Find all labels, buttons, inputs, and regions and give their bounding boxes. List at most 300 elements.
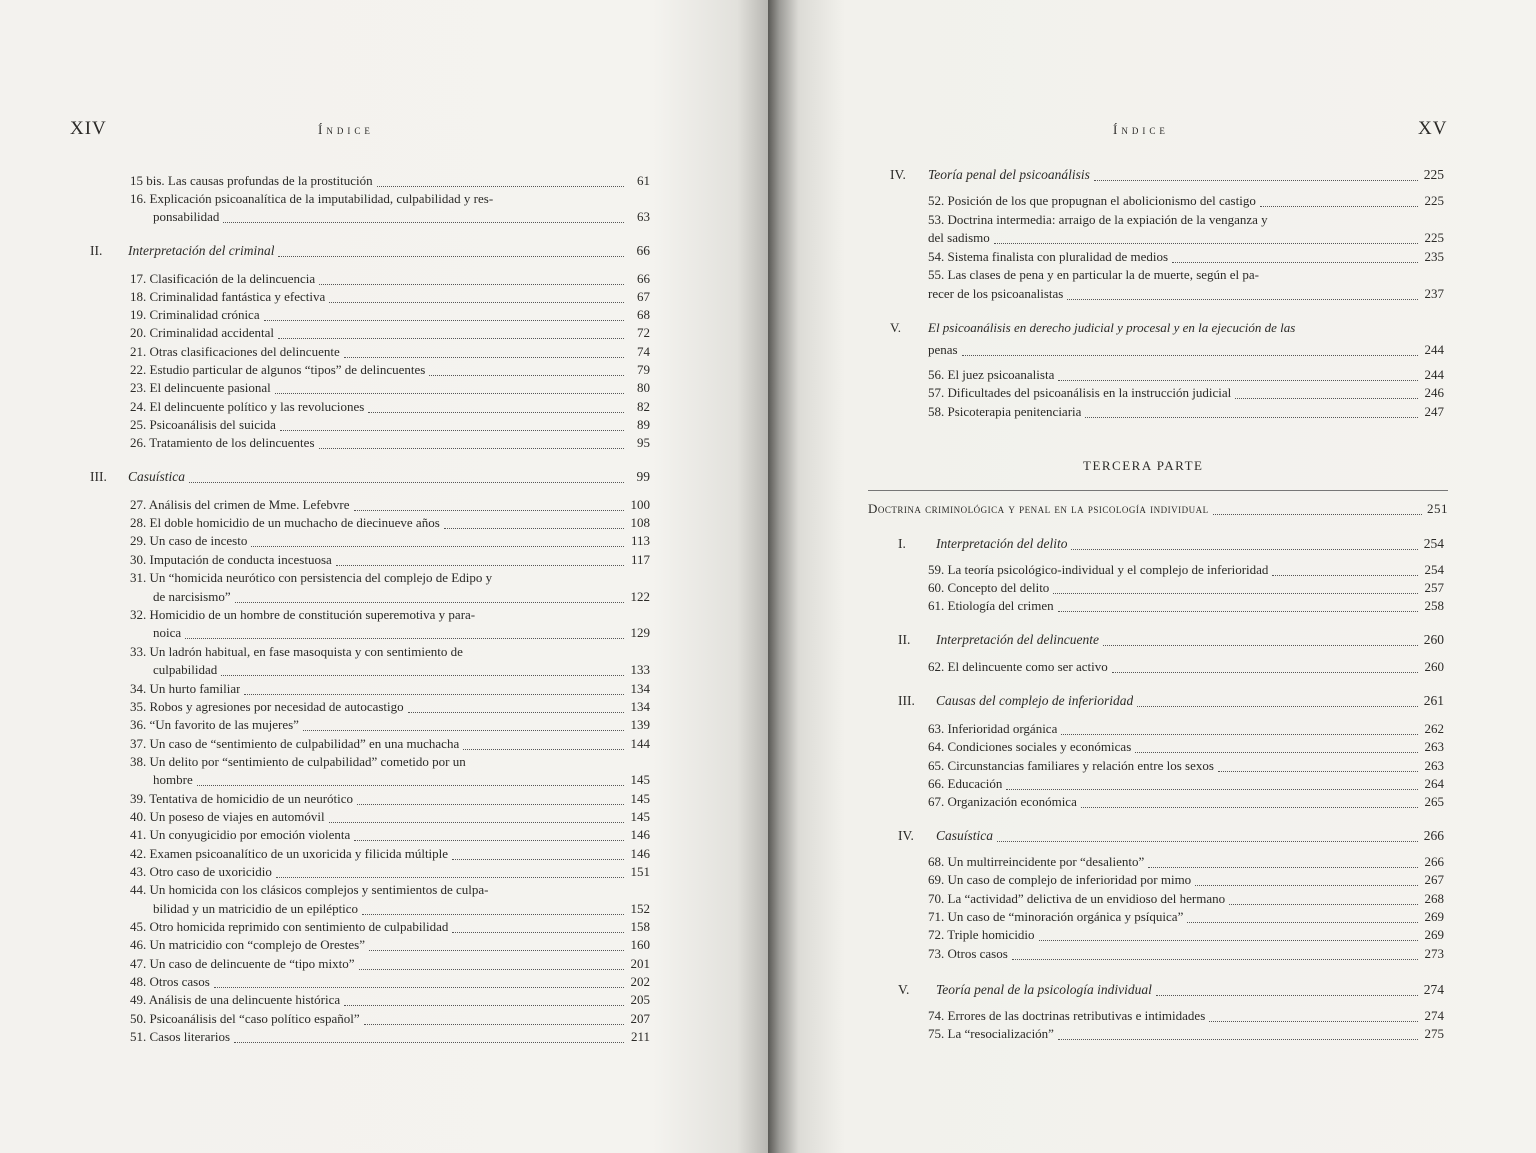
- section-label: [90, 468, 185, 486]
- toc-entry: [130, 735, 650, 753]
- toc-entry: [130, 343, 650, 361]
- toc-entry: [130, 991, 650, 1009]
- page-ref: 251: [1427, 501, 1448, 516]
- leader-dots: [329, 301, 624, 303]
- leader-dots: [244, 693, 624, 695]
- entry-label: 70. La “actividad” delictiva de un envidioso del hermano: [928, 891, 1226, 906]
- toc-entry: [130, 288, 650, 306]
- toc-entry: [130, 361, 650, 379]
- page-ref: 129: [630, 625, 650, 640]
- entry-label: 42. Examen psicoanalítico de un uxoricida y filicida múltiple: [130, 846, 449, 861]
- section-label: [898, 827, 993, 845]
- entry-label: 32. Homicidio de un hombre de constitución superemotiva y para-: [130, 607, 476, 622]
- toc-entry: [928, 945, 1444, 963]
- leader-dots: [1135, 751, 1418, 753]
- entry-label: penas: [928, 342, 958, 357]
- section-title: Interpretación del delito: [936, 536, 1068, 551]
- entry-label: 34. Un hurto familiar: [130, 681, 241, 696]
- leader-dots: [276, 876, 624, 878]
- leader-dots: [1071, 548, 1418, 550]
- leader-dots: [1058, 610, 1418, 612]
- entry-label: 41. Un conyugicidio por emoción violenta: [130, 827, 351, 842]
- entry-label: 64. Condiciones sociales y económicas: [928, 739, 1132, 754]
- toc-entry: [928, 579, 1444, 597]
- leader-dots: [377, 185, 624, 187]
- toc-entry: [130, 569, 492, 587]
- entry-label: 50. Psicoanálisis del “caso político español”: [130, 1011, 360, 1026]
- leader-dots: [364, 1023, 624, 1025]
- page-ref: 257: [1424, 580, 1444, 595]
- toc-entry: [928, 926, 1444, 944]
- toc-section: [890, 166, 1444, 184]
- toc-entry: [130, 863, 650, 881]
- toc-entry: [130, 790, 650, 808]
- entry-label: culpabilidad: [153, 662, 218, 677]
- entry-label: 46. Un matricidio con “complejo de Orestes”: [130, 937, 366, 952]
- leader-dots: [235, 601, 624, 603]
- entry-label: 72. Triple homicidio: [928, 927, 1035, 942]
- toc-entry: [130, 808, 650, 826]
- leader-dots: [369, 949, 624, 951]
- page-ref: 61: [637, 173, 650, 188]
- toc-entry: [130, 918, 650, 936]
- entry-label: 40. Un poseso de viajes en automóvil: [130, 809, 325, 824]
- toc-entry: [153, 661, 650, 679]
- leader-dots: [1081, 806, 1418, 808]
- toc-entry: [130, 190, 493, 208]
- page-ref: 117: [630, 552, 650, 567]
- section-label: [90, 242, 274, 260]
- toc-section: [898, 692, 1444, 710]
- toc-entry: [130, 398, 650, 416]
- leader-dots: [197, 784, 624, 786]
- toc-entry: [153, 588, 650, 606]
- toc-section: [898, 631, 1444, 649]
- entry-label: 17. Clasificación de la delincuencia: [130, 271, 316, 286]
- toc-entry: [130, 532, 650, 550]
- page-ref: 108: [630, 515, 650, 530]
- leader-dots: [463, 748, 624, 750]
- entry-label: 33. Un ladrón habitual, en fase masoquista y con sentimiento de: [130, 644, 463, 659]
- section-label: [890, 320, 1295, 335]
- entry-label: 15 bis. Las causas profundas de la prostitución: [130, 173, 373, 188]
- leader-dots: [1085, 416, 1418, 418]
- page-ref: 145: [630, 791, 650, 806]
- leader-dots: [319, 283, 624, 285]
- section-title: Casuística: [936, 828, 994, 843]
- toc-entry: [928, 793, 1444, 811]
- leader-dots: [1137, 705, 1418, 707]
- leader-dots: [359, 968, 624, 970]
- toc-entry: [928, 403, 1444, 421]
- leader-dots: [344, 1004, 624, 1006]
- leader-dots: [1148, 866, 1418, 868]
- leader-dots: [368, 411, 624, 413]
- page-ref: 151: [630, 864, 650, 879]
- entry-label: 55. Las clases de pena y en particular la de muerte, según el pa-: [928, 267, 1259, 282]
- entry-label: 48. Otros casos: [130, 974, 210, 989]
- page-ref: 265: [1424, 794, 1444, 809]
- entry-label: 51. Casos literarios: [130, 1029, 231, 1044]
- leader-dots: [1229, 903, 1418, 905]
- leader-dots: [1156, 994, 1418, 996]
- page-ref: 63: [637, 209, 650, 224]
- toc-entry: [928, 366, 1444, 384]
- section-numeral: III.: [90, 469, 107, 484]
- leader-dots: [354, 839, 624, 841]
- section-label: [898, 981, 1152, 999]
- leader-dots: [962, 354, 1418, 356]
- toc-entry: [130, 845, 650, 863]
- leader-dots: [214, 986, 624, 988]
- leader-dots: [278, 255, 624, 257]
- page-ref: 122: [630, 589, 650, 604]
- leader-dots: [1094, 179, 1418, 181]
- toc-entry: [130, 270, 650, 288]
- leader-dots: [1112, 671, 1418, 673]
- leader-dots: [1235, 397, 1418, 399]
- leader-dots: [1039, 939, 1418, 941]
- entry-label: 39. Tentativa de homicidio de un neurótico: [130, 791, 354, 806]
- page-ref: 80: [637, 380, 650, 395]
- section-label: [890, 166, 1090, 184]
- entry-label: bilidad y un matricidio de un epiléptico: [153, 901, 359, 916]
- page-ref: 95: [637, 435, 650, 450]
- leader-dots: [1260, 205, 1418, 207]
- section-numeral: II.: [898, 632, 911, 647]
- entry-label: 36. “Un favorito de las mujeres”: [130, 717, 299, 732]
- toc-section: [898, 981, 1444, 999]
- entry-label: 16. Explicación psicoanalítica de la imputabilidad, culpabilidad y res-: [130, 191, 494, 206]
- entry-label: 44. Un homicida con los clásicos complejos y sentimientos de culpa-: [130, 882, 489, 897]
- entry-label: 35. Robos y agresiones por necesidad de autocastigo: [130, 699, 404, 714]
- entry-label: del sadismo: [928, 230, 990, 245]
- toc-entry: [130, 643, 463, 661]
- leader-dots: [1053, 592, 1418, 594]
- toc-entry: [928, 871, 1444, 889]
- page-ref: 235: [1424, 249, 1444, 264]
- page-ref: 246: [1424, 385, 1444, 400]
- toc-entry: [928, 890, 1444, 908]
- toc-entry: [928, 853, 1444, 871]
- section-title: El psicoanálisis en derecho judicial y procesal y en la ejecución de las: [928, 320, 1296, 335]
- entry-label: 52. Posición de los que propugnan el abolicionismo del castigo: [928, 193, 1256, 208]
- entry-label: 53. Doctrina intermedia: arraigo de la expiación de la venganza y: [928, 212, 1268, 227]
- right-page: [768, 0, 1536, 1153]
- leader-dots: [1058, 379, 1418, 381]
- entry-label: 61. Etiología del crimen: [928, 598, 1054, 613]
- leader-dots: [344, 356, 624, 358]
- entry-label: 71. Un caso de “minoración orgánica y psíquica”: [928, 909, 1184, 924]
- page-ref: 89: [637, 417, 650, 432]
- toc-entry: [130, 379, 650, 397]
- page-ref: 225: [1423, 167, 1444, 182]
- section-label: [898, 692, 1133, 710]
- page-ref: 264: [1424, 776, 1444, 791]
- page-ref: 145: [630, 809, 650, 824]
- toc-entry: [928, 597, 1444, 615]
- page-ref: 100: [630, 497, 650, 512]
- page-ref: 145: [630, 772, 650, 787]
- section-label: [898, 535, 1067, 553]
- page-ref: 146: [630, 846, 650, 861]
- toc-entry: [130, 680, 650, 698]
- part-heading-label: Doctrina criminológica y penal en la psicología individual: [868, 501, 1209, 516]
- page-ref: 82: [637, 399, 650, 414]
- entry-label: 27. Análisis del crimen de Mme. Lefebvre: [130, 497, 350, 512]
- part-title: TERCERA PARTE: [1083, 458, 1204, 473]
- toc-entry: [130, 698, 650, 716]
- section-title: Casuística: [128, 469, 186, 484]
- leader-dots: [354, 509, 625, 511]
- toc-entry: [130, 826, 650, 844]
- toc-entry: [130, 172, 650, 190]
- toc-entry: [928, 229, 1444, 247]
- page-ref: 247: [1424, 404, 1444, 419]
- toc-entry: [130, 881, 489, 899]
- entry-label: 24. El delincuente político y las revoluciones: [130, 399, 365, 414]
- section-numeral: V.: [890, 320, 901, 335]
- toc-entry: [928, 1025, 1444, 1043]
- entry-label: 60. Concepto del delito: [928, 580, 1050, 595]
- page-ref: 258: [1424, 598, 1444, 613]
- page-ref: 274: [1424, 1008, 1444, 1023]
- page-ref: 158: [630, 919, 650, 934]
- entry-label: noica: [153, 625, 182, 640]
- running-head: Índice: [318, 122, 374, 137]
- section-title: Teoría penal del psicoanálisis: [928, 167, 1090, 182]
- page-ref: 79: [637, 362, 650, 377]
- entry-label: 69. Un caso de complejo de inferioridad por mimo: [928, 872, 1192, 887]
- leader-dots: [1061, 733, 1418, 735]
- toc-entry: [130, 324, 650, 342]
- toc-entry: [130, 1028, 650, 1046]
- page-ref: 201: [630, 956, 650, 971]
- toc-section: [890, 319, 1295, 337]
- toc-entry: [928, 738, 1444, 756]
- entry-label: 28. El doble homicidio de un muchacho de diecinueve años: [130, 515, 440, 530]
- entry-label: 49. Análisis de una delincuente histórica: [130, 992, 341, 1007]
- entry-label: 43. Otro caso de uxoricidio: [130, 864, 272, 879]
- leader-dots: [336, 564, 624, 566]
- page-number: XIV: [70, 118, 107, 139]
- toc-entry: [928, 211, 1268, 229]
- leader-dots: [234, 1041, 624, 1043]
- entry-label: 37. Un caso de “sentimiento de culpabilidad” en una muchacha: [130, 736, 460, 751]
- page-ref: 225: [1424, 230, 1444, 245]
- leader-dots: [452, 931, 624, 933]
- toc-entry: [928, 248, 1444, 266]
- page-ref: 207: [630, 1011, 650, 1026]
- toc-entry: [153, 208, 650, 226]
- entry-label: 63. Inferioridad orgánica: [928, 721, 1058, 736]
- running-head: Índice: [1113, 122, 1169, 137]
- page-ref: 67: [637, 289, 650, 304]
- toc-entry: [928, 757, 1444, 775]
- section-title: Interpretación del delincuente: [936, 632, 1099, 647]
- leader-dots: [1195, 884, 1418, 886]
- page-ref: 144: [630, 736, 650, 751]
- leader-dots: [278, 337, 624, 339]
- leader-dots: [997, 840, 1418, 842]
- toc-entry: [928, 658, 1444, 676]
- entry-label: 45. Otro homicida reprimido con sentimiento de culpabilidad: [130, 919, 449, 934]
- page-ref: 254: [1423, 536, 1444, 551]
- section-numeral: IV.: [898, 828, 914, 843]
- toc-entry: [153, 624, 650, 642]
- entry-label: 25. Psicoanálisis del suicida: [130, 417, 276, 432]
- leader-dots: [429, 374, 624, 376]
- leader-dots: [319, 447, 624, 449]
- entry-label: 22. Estudio particular de algunos “tipos” de delincuentes: [130, 362, 426, 377]
- leader-dots: [280, 429, 624, 431]
- entry-label: 58. Psicoterapia penitenciaria: [928, 404, 1082, 419]
- leader-dots: [362, 913, 624, 915]
- page-ref: 74: [637, 344, 650, 359]
- page-ref: 113: [630, 533, 650, 548]
- toc-entry: [130, 1010, 650, 1028]
- entry-label: 74. Errores de las doctrinas retributivas e intimidades: [928, 1008, 1206, 1023]
- page-ref: 267: [1424, 872, 1444, 887]
- toc-entry: [130, 416, 650, 434]
- leader-dots: [264, 319, 624, 321]
- page-ref: 152: [630, 901, 650, 916]
- leader-dots: [994, 242, 1418, 244]
- page-ref: 260: [1424, 659, 1444, 674]
- divider: [868, 490, 1448, 491]
- entry-label: 30. Imputación de conducta incestuosa: [130, 552, 332, 567]
- page-ref: 139: [630, 717, 650, 732]
- page-ref: 268: [1424, 891, 1444, 906]
- page-ref: 66: [637, 271, 650, 286]
- page-ref: 244: [1424, 342, 1444, 357]
- toc-entry: [130, 753, 466, 771]
- toc-section: [898, 827, 1444, 845]
- leader-dots: [357, 803, 624, 805]
- entry-label: ponsabilidad: [153, 209, 220, 224]
- page-ref: 68: [637, 307, 650, 322]
- toc-section: [90, 468, 650, 486]
- section-title: Teoría penal de la psicología individual: [936, 982, 1152, 997]
- page-ref: 99: [636, 469, 650, 484]
- toc-entry: [130, 514, 650, 532]
- page-ref: 254: [1424, 562, 1444, 577]
- section-title: Causas del complejo de inferioridad: [936, 693, 1134, 708]
- page-ref: 72: [637, 325, 650, 340]
- page-ref: 269: [1424, 927, 1444, 942]
- page-ref: 211: [630, 1029, 650, 1044]
- leader-dots: [1012, 958, 1418, 960]
- page-ref: 263: [1424, 739, 1444, 754]
- leader-dots: [303, 729, 624, 731]
- entry-label: 38. Un delito por “sentimiento de culpabilidad” cometido por un: [130, 754, 466, 769]
- toc-entry: [928, 775, 1444, 793]
- toc-section: [90, 242, 650, 260]
- entry-label: 31. Un “homicida neurótico con persistencia del complejo de Edipo y: [130, 570, 493, 585]
- page-ref: 133: [630, 662, 650, 677]
- entry-label: 21. Otras clasificaciones del delincuente: [130, 344, 340, 359]
- section-numeral: IV.: [890, 167, 906, 182]
- entry-label: 75. La “resocialización”: [928, 1026, 1054, 1041]
- page-ref: 269: [1424, 909, 1444, 924]
- toc-entry: [928, 720, 1444, 738]
- page-ref: 237: [1424, 286, 1444, 301]
- section-numeral: V.: [898, 982, 910, 997]
- toc-entry: [928, 285, 1444, 303]
- toc-entry: [153, 900, 650, 918]
- leader-dots: [1209, 1020, 1418, 1022]
- leader-dots: [1006, 788, 1418, 790]
- section-numeral: III.: [898, 693, 915, 708]
- entry-label: 66. Educación: [928, 776, 1003, 791]
- toc-entry: [130, 306, 650, 324]
- toc-entry: [928, 1007, 1444, 1025]
- leader-dots: [275, 392, 624, 394]
- leader-dots: [1213, 513, 1422, 515]
- page-ref: 274: [1423, 982, 1444, 997]
- section-numeral: II.: [90, 243, 103, 258]
- leader-dots: [444, 527, 624, 529]
- toc-entry: [130, 434, 650, 452]
- toc-entry: [928, 908, 1444, 926]
- page-number: XV: [1418, 118, 1448, 139]
- entry-label: de narcisismo”: [153, 589, 231, 604]
- page-ref: 262: [1424, 721, 1444, 736]
- entry-label: 26. Tratamiento de los delincuentes: [130, 435, 315, 450]
- leader-dots: [408, 711, 624, 713]
- toc-entry: [928, 266, 1259, 284]
- entry-label: 54. Sistema finalista con pluralidad de medios: [928, 249, 1169, 264]
- entry-label: 56. El juez psicoanalista: [928, 367, 1055, 382]
- page-ref: 266: [1424, 854, 1444, 869]
- page-ref: 134: [630, 681, 650, 696]
- page-ref: 134: [630, 699, 650, 714]
- page-ref: 225: [1424, 193, 1444, 208]
- leader-dots: [452, 858, 624, 860]
- entry-label: 18. Criminalidad fantástica y efectiva: [130, 289, 326, 304]
- leader-dots: [1172, 261, 1418, 263]
- page-ref: 244: [1424, 367, 1444, 382]
- toc-entry: [130, 496, 650, 514]
- toc-section: [898, 535, 1444, 553]
- entry-label: recer de los psicoanalistas: [928, 286, 1064, 301]
- leader-dots: [1272, 574, 1418, 576]
- page-ref: 261: [1423, 693, 1444, 708]
- entry-label: 23. El delincuente pasional: [130, 380, 271, 395]
- entry-label: 67. Organización económica: [928, 794, 1077, 809]
- page-ref: 263: [1424, 758, 1444, 773]
- page-ref: 273: [1424, 946, 1444, 961]
- toc-entry: [928, 192, 1444, 210]
- part-heading: [868, 500, 1448, 518]
- toc-entry: [928, 561, 1444, 579]
- toc-entry: [130, 551, 650, 569]
- leader-dots: [1067, 298, 1418, 300]
- entry-label: 59. La teoría psicológico-individual y el complejo de inferioridad: [928, 562, 1269, 577]
- toc-entry: [928, 341, 1444, 359]
- entry-label: 47. Un caso de delincuente de “tipo mixto”: [130, 956, 355, 971]
- toc-entry: [928, 384, 1444, 402]
- leader-dots: [221, 674, 624, 676]
- page-ref: 146: [630, 827, 650, 842]
- section-numeral: I.: [898, 536, 906, 551]
- leader-dots: [1103, 644, 1418, 646]
- page-ref: 266: [1423, 828, 1444, 843]
- toc-entry: [130, 716, 650, 734]
- section-title: Interpretación del criminal: [128, 243, 275, 258]
- leader-dots: [185, 637, 624, 639]
- entry-label: 62. El delincuente como ser activo: [928, 659, 1108, 674]
